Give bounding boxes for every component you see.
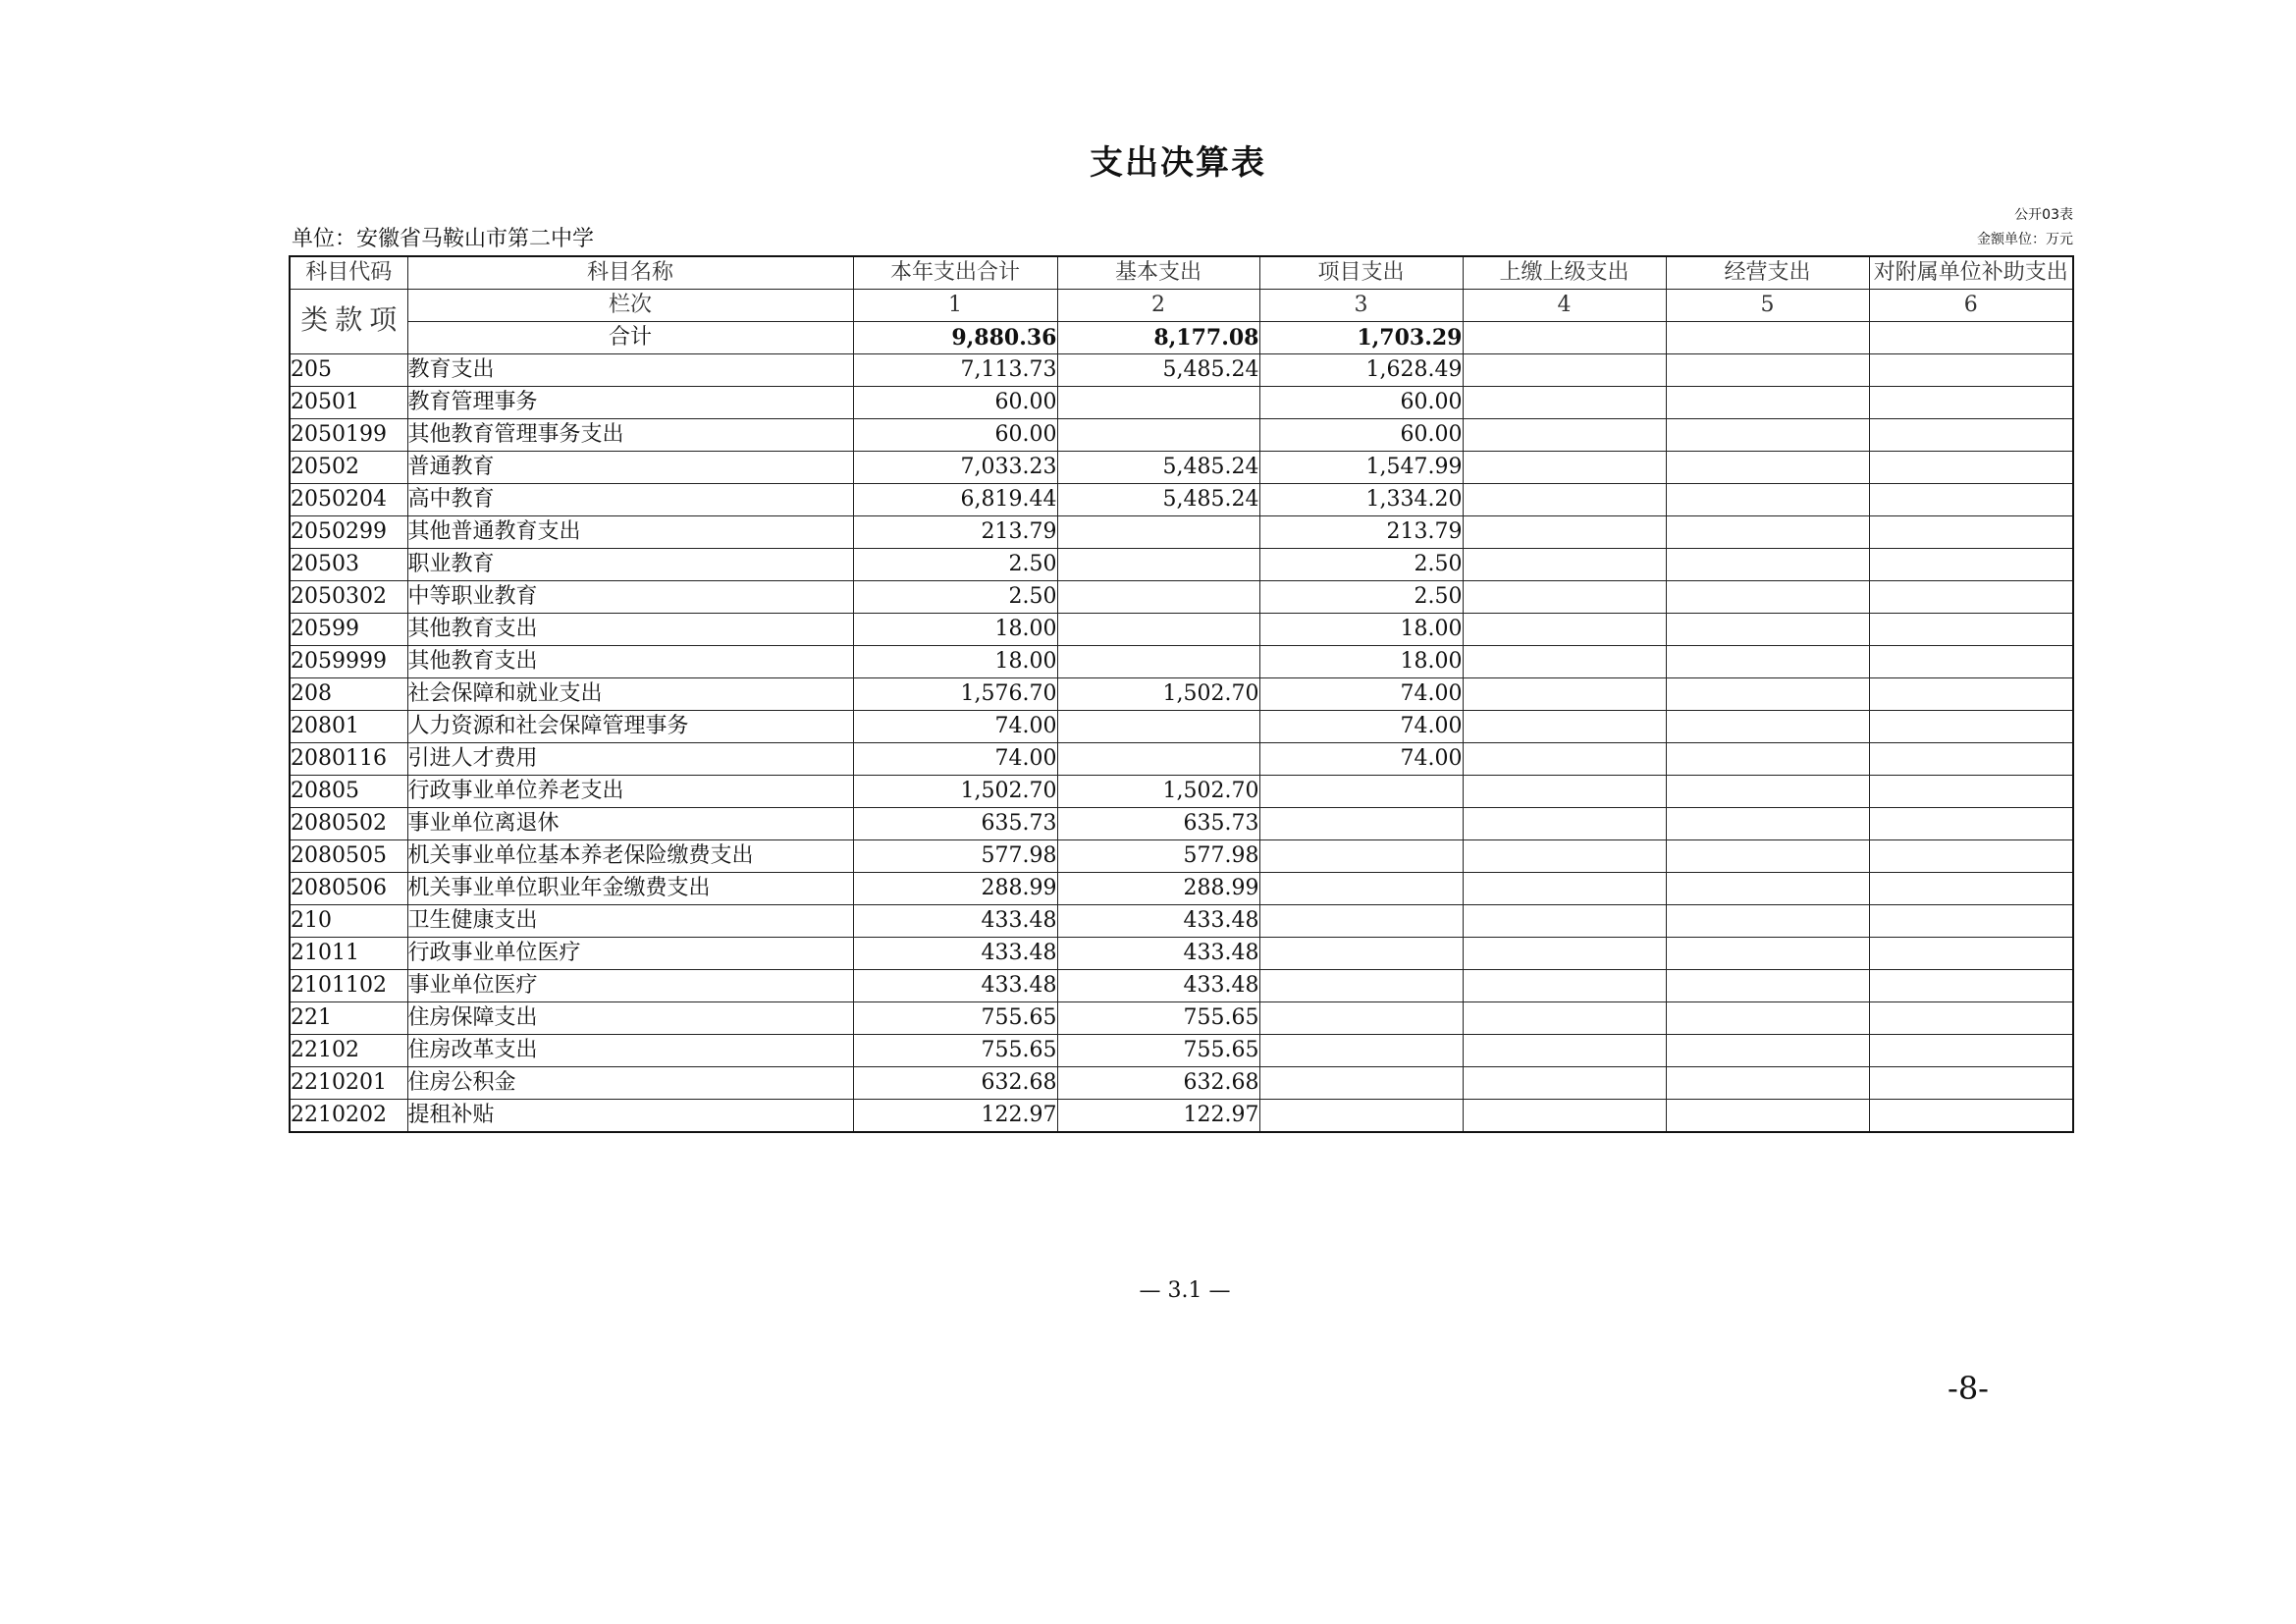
reporting-unit: 单位：安徽省马鞍山市第二中学 bbox=[292, 227, 595, 251]
row-name: 行政事业单位养老支出 bbox=[407, 776, 853, 808]
row-code: 208 bbox=[290, 678, 407, 711]
row-col6 bbox=[1869, 743, 2073, 776]
row-col6 bbox=[1869, 905, 2073, 938]
row-col1: 755.65 bbox=[853, 1002, 1057, 1035]
row-code: 20503 bbox=[290, 549, 407, 581]
row-col2: 755.65 bbox=[1057, 1035, 1259, 1067]
row-code: 205 bbox=[290, 354, 407, 387]
header-col4: 上缴上级支出 bbox=[1463, 256, 1666, 290]
column-number-5: 5 bbox=[1666, 290, 1869, 322]
row-col2: 632.68 bbox=[1057, 1067, 1259, 1100]
table-row bbox=[290, 1035, 2073, 1067]
row-col1: 1,576.70 bbox=[853, 678, 1057, 711]
row-col2: 635.73 bbox=[1057, 808, 1259, 840]
header-col2: 基本支出 bbox=[1057, 256, 1259, 290]
table-row bbox=[290, 549, 2073, 581]
row-col2 bbox=[1057, 711, 1259, 743]
row-col2: 122.97 bbox=[1057, 1100, 1259, 1133]
row-col3: 1,628.49 bbox=[1259, 354, 1463, 387]
row-col6 bbox=[1869, 452, 2073, 484]
total-col2: 8,177.08 bbox=[1057, 322, 1259, 354]
row-col3 bbox=[1259, 1002, 1463, 1035]
row-col5 bbox=[1666, 678, 1869, 711]
row-col4 bbox=[1463, 646, 1666, 678]
row-col4 bbox=[1463, 743, 1666, 776]
row-name: 其他教育支出 bbox=[407, 614, 853, 646]
table-row bbox=[290, 581, 2073, 614]
row-col5 bbox=[1666, 1002, 1869, 1035]
row-col3 bbox=[1259, 905, 1463, 938]
row-col6 bbox=[1869, 614, 2073, 646]
row-col6 bbox=[1869, 938, 2073, 970]
row-col3 bbox=[1259, 840, 1463, 873]
row-col5 bbox=[1666, 873, 1869, 905]
row-name: 人力资源和社会保障管理事务 bbox=[407, 711, 853, 743]
row-col4 bbox=[1463, 776, 1666, 808]
table-row bbox=[290, 678, 2073, 711]
row-col3 bbox=[1259, 1100, 1463, 1133]
row-col5 bbox=[1666, 646, 1869, 678]
row-col4 bbox=[1463, 419, 1666, 452]
row-col5 bbox=[1666, 549, 1869, 581]
row-col4 bbox=[1463, 387, 1666, 419]
row-col4 bbox=[1463, 840, 1666, 873]
table-row bbox=[290, 452, 2073, 484]
table-row bbox=[290, 1067, 2073, 1100]
column-number-3: 3 bbox=[1259, 290, 1463, 322]
row-code: 2210201 bbox=[290, 1067, 407, 1100]
label-lei: 类 bbox=[300, 303, 329, 336]
row-code: 210 bbox=[290, 905, 407, 938]
row-col4 bbox=[1463, 905, 1666, 938]
table-row bbox=[290, 354, 2073, 387]
row-col1: 7,033.23 bbox=[853, 452, 1057, 484]
row-col3 bbox=[1259, 938, 1463, 970]
row-name: 事业单位离退休 bbox=[407, 808, 853, 840]
row-col6 bbox=[1869, 1100, 2073, 1133]
row-col5 bbox=[1666, 614, 1869, 646]
currency-unit: 金额单位：万元 bbox=[1977, 232, 2073, 247]
row-col1: 60.00 bbox=[853, 387, 1057, 419]
page-title: 支出决算表 bbox=[1090, 143, 1266, 183]
row-col2: 1,502.70 bbox=[1057, 776, 1259, 808]
row-col3 bbox=[1259, 1067, 1463, 1100]
row-col5 bbox=[1666, 711, 1869, 743]
row-name: 卫生健康支出 bbox=[407, 905, 853, 938]
row-col3: 74.00 bbox=[1259, 678, 1463, 711]
row-name: 教育管理事务 bbox=[407, 387, 853, 419]
row-col3 bbox=[1259, 873, 1463, 905]
row-col4 bbox=[1463, 549, 1666, 581]
row-col2: 433.48 bbox=[1057, 905, 1259, 938]
row-col1: 74.00 bbox=[853, 743, 1057, 776]
row-col6 bbox=[1869, 1002, 2073, 1035]
row-col2: 755.65 bbox=[1057, 1002, 1259, 1035]
row-code: 221 bbox=[290, 1002, 407, 1035]
row-col1: 213.79 bbox=[853, 516, 1057, 549]
row-col4 bbox=[1463, 678, 1666, 711]
row-col5 bbox=[1666, 1067, 1869, 1100]
header-name: 科目名称 bbox=[407, 256, 853, 290]
row-col1: 122.97 bbox=[853, 1100, 1057, 1133]
row-code: 22102 bbox=[290, 1035, 407, 1067]
row-col2 bbox=[1057, 743, 1259, 776]
row-col6 bbox=[1869, 581, 2073, 614]
row-name: 事业单位医疗 bbox=[407, 970, 853, 1002]
column-number-4: 4 bbox=[1463, 290, 1666, 322]
row-col6 bbox=[1869, 711, 2073, 743]
page-number: -8- bbox=[1948, 1370, 1989, 1407]
row-col3: 18.00 bbox=[1259, 614, 1463, 646]
row-col4 bbox=[1463, 614, 1666, 646]
row-col5 bbox=[1666, 743, 1869, 776]
row-code: 20805 bbox=[290, 776, 407, 808]
row-col1: 755.65 bbox=[853, 1035, 1057, 1067]
row-col1: 6,819.44 bbox=[853, 484, 1057, 516]
form-number: 公开03表 bbox=[2014, 207, 2073, 223]
row-col4 bbox=[1463, 1067, 1666, 1100]
row-col2 bbox=[1057, 549, 1259, 581]
label-lanci: 栏次 bbox=[407, 290, 853, 322]
row-col6 bbox=[1869, 1035, 2073, 1067]
table-row bbox=[290, 387, 2073, 419]
row-col3 bbox=[1259, 970, 1463, 1002]
row-code: 2080502 bbox=[290, 808, 407, 840]
header-col3: 项目支出 bbox=[1259, 256, 1463, 290]
header-col1: 本年支出合计 bbox=[853, 256, 1057, 290]
total-col4 bbox=[1463, 322, 1666, 354]
total-col3: 1,703.29 bbox=[1259, 322, 1463, 354]
row-code: 20599 bbox=[290, 614, 407, 646]
row-name: 职业教育 bbox=[407, 549, 853, 581]
column-number-1: 1 bbox=[853, 290, 1057, 322]
row-col2: 433.48 bbox=[1057, 938, 1259, 970]
section-page-footer: — 3.1 — bbox=[1139, 1278, 1231, 1303]
row-col3: 74.00 bbox=[1259, 711, 1463, 743]
row-col3: 2.50 bbox=[1259, 549, 1463, 581]
row-code: 2050299 bbox=[290, 516, 407, 549]
row-col5 bbox=[1666, 516, 1869, 549]
row-col1: 433.48 bbox=[853, 970, 1057, 1002]
row-col5 bbox=[1666, 1035, 1869, 1067]
row-col6 bbox=[1869, 1067, 2073, 1100]
total-col1: 9,880.36 bbox=[853, 322, 1057, 354]
column-number-6: 6 bbox=[1869, 290, 2073, 322]
row-code: 2080506 bbox=[290, 873, 407, 905]
row-name: 住房保障支出 bbox=[407, 1002, 853, 1035]
row-code: 2059999 bbox=[290, 646, 407, 678]
row-col6 bbox=[1869, 970, 2073, 1002]
row-col4 bbox=[1463, 484, 1666, 516]
row-col1: 18.00 bbox=[853, 646, 1057, 678]
row-col6 bbox=[1869, 873, 2073, 905]
row-col4 bbox=[1463, 516, 1666, 549]
table-row bbox=[290, 646, 2073, 678]
table-row bbox=[290, 711, 2073, 743]
row-name: 其他教育支出 bbox=[407, 646, 853, 678]
table-row bbox=[290, 873, 2073, 905]
row-col1: 74.00 bbox=[853, 711, 1057, 743]
total-col6 bbox=[1869, 322, 2073, 354]
row-code: 2050199 bbox=[290, 419, 407, 452]
row-col6 bbox=[1869, 646, 2073, 678]
header-row bbox=[290, 256, 2073, 290]
table-body bbox=[290, 354, 2073, 1133]
table-row bbox=[290, 516, 2073, 549]
row-col4 bbox=[1463, 1002, 1666, 1035]
row-col5 bbox=[1666, 970, 1869, 1002]
row-col2 bbox=[1057, 419, 1259, 452]
row-col3: 18.00 bbox=[1259, 646, 1463, 678]
row-name: 高中教育 bbox=[407, 484, 853, 516]
row-name: 其他普通教育支出 bbox=[407, 516, 853, 549]
row-col4 bbox=[1463, 938, 1666, 970]
row-code: 20501 bbox=[290, 387, 407, 419]
row-col5 bbox=[1666, 354, 1869, 387]
row-col6 bbox=[1869, 776, 2073, 808]
row-col3: 74.00 bbox=[1259, 743, 1463, 776]
row-col2 bbox=[1057, 646, 1259, 678]
row-col3: 1,334.20 bbox=[1259, 484, 1463, 516]
row-col2 bbox=[1057, 614, 1259, 646]
row-col4 bbox=[1463, 970, 1666, 1002]
row-col5 bbox=[1666, 840, 1869, 873]
row-col5 bbox=[1666, 484, 1869, 516]
row-col6 bbox=[1869, 840, 2073, 873]
row-code: 20502 bbox=[290, 452, 407, 484]
row-col3: 60.00 bbox=[1259, 419, 1463, 452]
row-code: 2080116 bbox=[290, 743, 407, 776]
row-col5 bbox=[1666, 776, 1869, 808]
row-col2: 5,485.24 bbox=[1057, 452, 1259, 484]
row-col1: 2.50 bbox=[853, 581, 1057, 614]
row-col4 bbox=[1463, 1035, 1666, 1067]
row-code: 2080505 bbox=[290, 840, 407, 873]
row-col1: 18.00 bbox=[853, 614, 1057, 646]
row-col3 bbox=[1259, 1035, 1463, 1067]
row-col6 bbox=[1869, 549, 2073, 581]
row-col4 bbox=[1463, 354, 1666, 387]
label-xiang: 项 bbox=[369, 303, 398, 336]
total-row bbox=[290, 322, 2073, 354]
table-row bbox=[290, 905, 2073, 938]
row-code: 2050204 bbox=[290, 484, 407, 516]
row-col3: 213.79 bbox=[1259, 516, 1463, 549]
table-row bbox=[290, 614, 2073, 646]
row-name: 行政事业单位医疗 bbox=[407, 938, 853, 970]
row-col1: 7,113.73 bbox=[853, 354, 1057, 387]
row-name: 教育支出 bbox=[407, 354, 853, 387]
row-col6 bbox=[1869, 516, 2073, 549]
row-col2: 288.99 bbox=[1057, 873, 1259, 905]
column-number-row bbox=[290, 290, 2073, 322]
row-code: 2050302 bbox=[290, 581, 407, 614]
row-col4 bbox=[1463, 452, 1666, 484]
row-col5 bbox=[1666, 419, 1869, 452]
row-name: 引进人才费用 bbox=[407, 743, 853, 776]
row-col6 bbox=[1869, 678, 2073, 711]
row-col3: 1,547.99 bbox=[1259, 452, 1463, 484]
row-code: 2210202 bbox=[290, 1100, 407, 1133]
row-col2: 1,502.70 bbox=[1057, 678, 1259, 711]
column-number-2: 2 bbox=[1057, 290, 1259, 322]
row-name: 住房公积金 bbox=[407, 1067, 853, 1100]
row-col5 bbox=[1666, 452, 1869, 484]
row-name: 中等职业教育 bbox=[407, 581, 853, 614]
table-row bbox=[290, 938, 2073, 970]
row-code: 2101102 bbox=[290, 970, 407, 1002]
row-col3 bbox=[1259, 776, 1463, 808]
row-col6 bbox=[1869, 354, 2073, 387]
row-col4 bbox=[1463, 873, 1666, 905]
row-col1: 60.00 bbox=[853, 419, 1057, 452]
table-row bbox=[290, 840, 2073, 873]
row-col2: 433.48 bbox=[1057, 970, 1259, 1002]
row-col5 bbox=[1666, 387, 1869, 419]
row-col1: 635.73 bbox=[853, 808, 1057, 840]
table-row bbox=[290, 808, 2073, 840]
row-col1: 433.48 bbox=[853, 938, 1057, 970]
table-row bbox=[290, 1002, 2073, 1035]
table-row bbox=[290, 484, 2073, 516]
row-code: 20801 bbox=[290, 711, 407, 743]
table-row bbox=[290, 776, 2073, 808]
row-name: 社会保障和就业支出 bbox=[407, 678, 853, 711]
row-col2 bbox=[1057, 387, 1259, 419]
row-col5 bbox=[1666, 938, 1869, 970]
row-col2: 5,485.24 bbox=[1057, 484, 1259, 516]
row-name: 机关事业单位职业年金缴费支出 bbox=[407, 873, 853, 905]
row-col4 bbox=[1463, 711, 1666, 743]
row-col2 bbox=[1057, 516, 1259, 549]
total-col5 bbox=[1666, 322, 1869, 354]
table-row bbox=[290, 419, 2073, 452]
row-name: 机关事业单位基本养老保险缴费支出 bbox=[407, 840, 853, 873]
header-code: 科目代码 bbox=[290, 256, 407, 290]
row-col2: 577.98 bbox=[1057, 840, 1259, 873]
row-col5 bbox=[1666, 1100, 1869, 1133]
row-col5 bbox=[1666, 808, 1869, 840]
row-col4 bbox=[1463, 1100, 1666, 1133]
expenditure-table bbox=[289, 255, 2074, 1133]
row-name: 其他教育管理事务支出 bbox=[407, 419, 853, 452]
row-col2 bbox=[1057, 581, 1259, 614]
row-col3: 60.00 bbox=[1259, 387, 1463, 419]
row-col1: 577.98 bbox=[853, 840, 1057, 873]
label-kuan: 款 bbox=[335, 303, 363, 336]
row-col6 bbox=[1869, 484, 2073, 516]
table-row bbox=[290, 970, 2073, 1002]
header-col5: 经营支出 bbox=[1666, 256, 1869, 290]
row-code: 21011 bbox=[290, 938, 407, 970]
row-col4 bbox=[1463, 808, 1666, 840]
row-name: 提租补贴 bbox=[407, 1100, 853, 1133]
header-col6: 对附属单位补助支出 bbox=[1869, 256, 2073, 290]
row-col1: 2.50 bbox=[853, 549, 1057, 581]
row-col5 bbox=[1666, 581, 1869, 614]
row-col6 bbox=[1869, 808, 2073, 840]
row-col1: 288.99 bbox=[853, 873, 1057, 905]
row-name: 住房改革支出 bbox=[407, 1035, 853, 1067]
row-col1: 632.68 bbox=[853, 1067, 1057, 1100]
table-row bbox=[290, 743, 2073, 776]
row-col6 bbox=[1869, 387, 2073, 419]
row-name: 普通教育 bbox=[407, 452, 853, 484]
row-col3: 2.50 bbox=[1259, 581, 1463, 614]
row-col1: 1,502.70 bbox=[853, 776, 1057, 808]
row-col1: 433.48 bbox=[853, 905, 1057, 938]
row-col2: 5,485.24 bbox=[1057, 354, 1259, 387]
table-row bbox=[290, 1100, 2073, 1133]
row-col3 bbox=[1259, 808, 1463, 840]
total-label: 合计 bbox=[407, 322, 853, 354]
category-labels-cell bbox=[290, 290, 407, 354]
row-col6 bbox=[1869, 419, 2073, 452]
row-col4 bbox=[1463, 581, 1666, 614]
row-col5 bbox=[1666, 905, 1869, 938]
